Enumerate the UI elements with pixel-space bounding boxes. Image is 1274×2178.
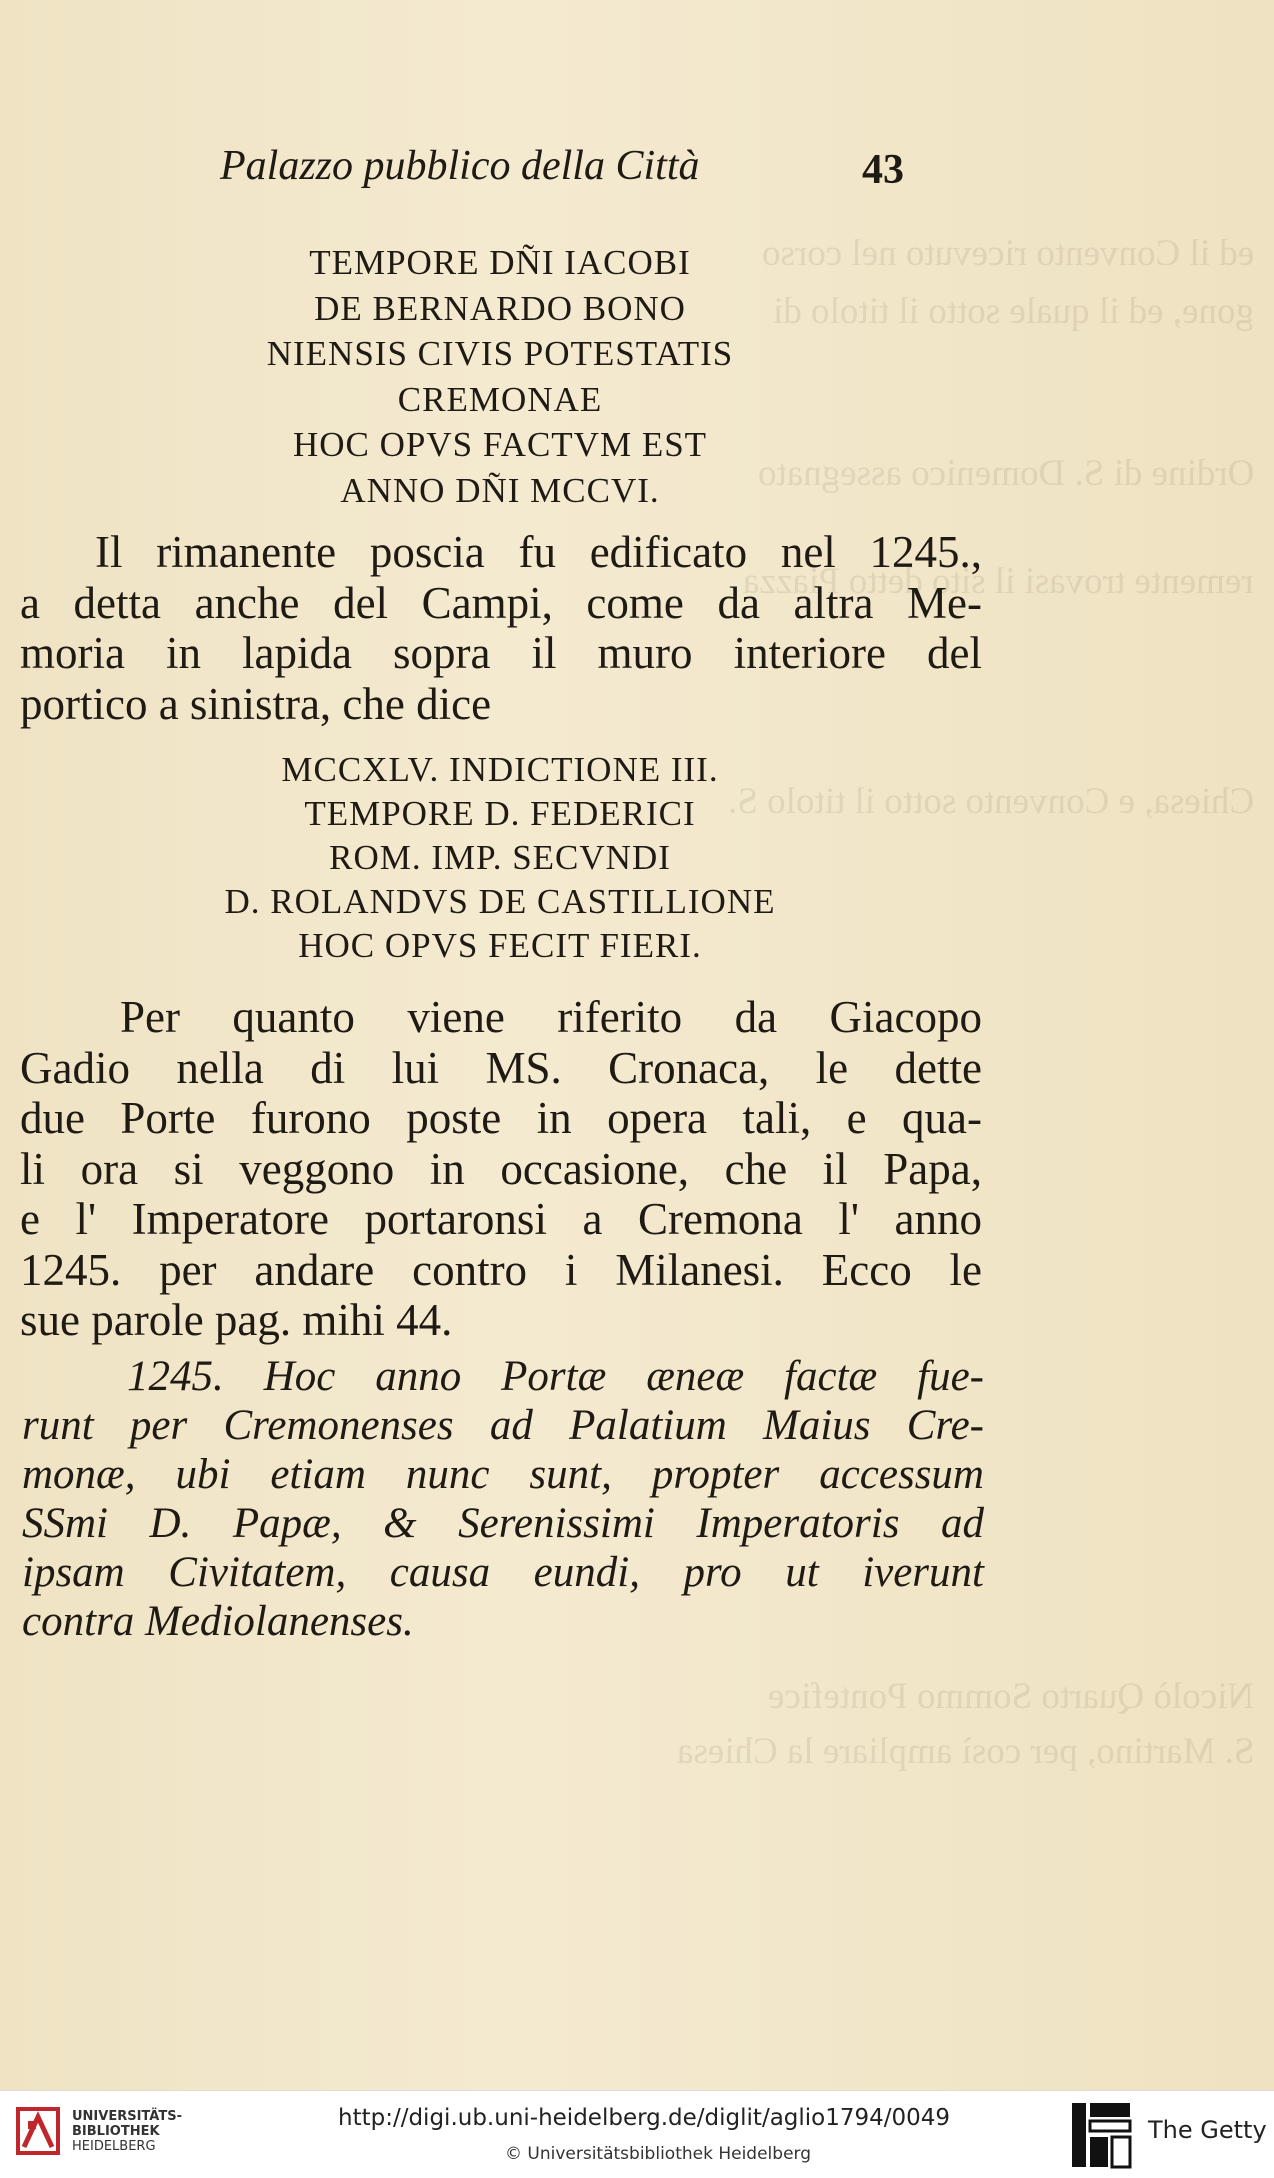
inscription-2 [0,748,1000,968]
text-line: Per quanto viene riferito da Giacopo [120,992,982,1042]
inscription-line: TEMPORE DÑI IACOBI [309,243,691,282]
getty-logo-icon [1070,2099,1134,2175]
permalink-url[interactable]: http://digi.ub.uni-heidelberg.de/diglit/aglio1794/0049 [338,2105,951,2131]
text-line: runt per Cremonenses ad Palatium Maius Cre- [22,1402,984,1449]
text-line: moria in lapida sopra il muro interiore del [20,628,982,678]
text-line: 1245. Hoc anno Portæ æneæ factæ fue- [127,1353,984,1400]
paragraph-1 [20,527,982,729]
inscription-line: ANNO DÑI MCCVI. [340,470,660,510]
paragraph-2 [20,992,982,1346]
inscription-line: ROM. IMP. SECVNDI [329,838,671,877]
text-line: portico a sinistra, che dice [20,678,492,729]
running-header: Palazzo pubblico della Città [220,143,700,189]
text-line: monæ, ubi etiam nunc sunt, propter accessum [22,1451,984,1498]
inscription-line: HOC OPVS FECIT FIERI. [298,926,702,965]
text-line: e l' Imperatore portaronsi a Cremona l' anno [20,1194,982,1244]
text-line: 1245. per andare contro i Milanesi. Ecco le [20,1244,982,1295]
inscription-line: HOC OPVS FACTVM EST [292,425,708,464]
text-line: ipsam Civitatem, causa eundi, pro ut iverunt [22,1549,984,1596]
library-name: UNIVERSITÄTS- BIBLIOTHEK HEIDELBERG [72,2109,182,2154]
text-line: li ora si veggono in occasione, che il Papa, [20,1143,982,1194]
text-line: SSmi D. Papæ, & Serenissimi Imperatoris ad [22,1500,984,1547]
text-line: sue parole pag. mihi 44. [20,1295,453,1345]
partner-name: The Getty [1148,2116,1267,2144]
text-line: contra Mediolanenses. [22,1598,414,1645]
viewer-footer [0,2090,1274,2178]
inscription-line: DE BERNARDO BONO [314,288,686,328]
inscription-line: CREMONAE [397,379,603,419]
latin-quotation [22,1352,984,1646]
inscription-1 [0,240,1000,513]
inscription-line: D. ROLANDVS DE CASTILLIONE [224,882,776,921]
inscription-line: NIENSIS CIVIS POTESTATIS [266,334,734,373]
inscription-line: TEMPORE D. FEDERICI [304,794,696,833]
text-line: Il rimanente poscia fu edificato nel 1245., [95,527,982,577]
copyright-notice: © Universitätsbibliothek Heidelberg [505,2144,812,2164]
show-through-text: ed il Convento ricevuto nel corso gone, ed il quale sotto il titolo di Ordine di S. Domenico assegnato remente trovasi il sito detto Piazza Chiesa, e Convento sotto il titolo S. Nicolò Quarto Sommo Pontefice S. Martino, per così ampliare la Chiesa [676,233,1254,1772]
text-line: Gadio nella di lui MS. Cronaca, le dette [20,1042,982,1093]
text-line: a detta anche del Campi, come da altra Me- [20,577,982,628]
inscription-line: MCCXLV. INDICTIONE III. [281,750,719,789]
page-number: 43 [862,147,904,193]
text-line: due Porte furono poste in opera tali, e qua- [20,1093,982,1143]
heidelberg-logo-icon [14,2103,66,2163]
